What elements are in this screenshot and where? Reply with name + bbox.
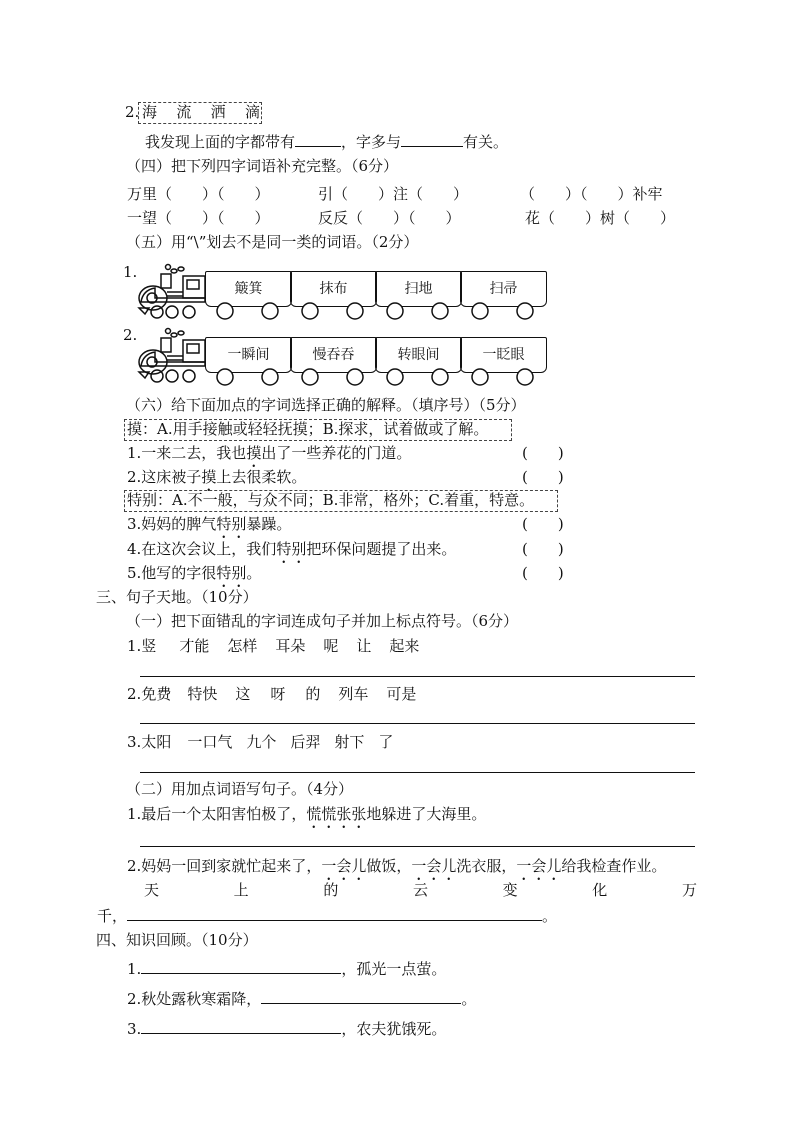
answer-line[interactable] [140,676,695,677]
question-4: 4.在这次会议上，我们特别把环保问题提了出来。 [127,540,457,558]
section-six-title: （六）给下面加点的字词选择正确的解释。（填序号）（5分） [126,396,526,414]
answer-paren[interactable]: ( ) [522,444,564,462]
idiom-fill[interactable]: 一望（ ）（ ） [127,209,270,227]
radical-char: 流 [176,103,192,121]
definition-text: 特别：A.不一般，与众不同；B.非常，格外；C.着重，特意。 [127,491,535,509]
subsection-title: （一）把下面错乱的字词连成句子并加上标点符号。（6分） [126,612,519,630]
answer-blank[interactable] [401,131,463,147]
idiom-fill[interactable]: （ ）（ ）补牢 [520,185,663,203]
question-2: 2.这床被子摸上去很柔软。 [127,468,307,486]
question-3: 3.妈妈的脾气特别暴躁。 [127,515,292,533]
train-car[interactable]: 扫地 [375,271,462,307]
question-5: 5.他写的字很特别。 [127,564,262,582]
answer-line[interactable] [140,723,695,724]
question-1: 1.一来二去，我也摸出了一些养花的门道。 [127,444,412,462]
sentence-prompt-spread: 天 上 的 云 变 化 万 [144,881,697,899]
radical-char: 海 [142,103,158,121]
radical-char: 滴 [244,103,260,121]
answer-paren[interactable]: ( ) [522,564,564,582]
train-car[interactable]: 一瞬间 [205,337,292,373]
radical-char-row [142,102,260,122]
idiom-fill[interactable]: 反反（ ）（ ） [318,209,461,227]
locomotive-icon [135,262,207,320]
idiom-fill[interactable]: 花（ ）树（ ） [525,209,676,227]
train-wheels-icon [205,366,550,388]
train-car[interactable]: 一眨眼 [460,337,547,373]
idiom-fill[interactable]: 引（ ）注（ ） [318,185,469,203]
section-five-title: （五）用“\”划去不是同一类的词语。（2分） [126,233,419,251]
answer-paren[interactable]: ( ) [522,540,564,558]
answer-line[interactable] [140,846,695,847]
radical-char: 洒 [210,103,226,121]
answer-paren[interactable]: ( ) [522,515,564,533]
answer-line[interactable] [140,772,695,773]
train-car[interactable]: 簸箕 [205,271,292,307]
idiom-fill[interactable]: 万里（ ）（ ） [127,185,270,203]
poem-line-2: 2.秋处露秋寒霜降， 。 [127,990,477,1008]
train-car[interactable]: 转眼间 [375,337,462,373]
answer-blank[interactable] [127,905,542,921]
train-car[interactable]: 抹布 [290,271,377,307]
answer-blank[interactable] [261,988,461,1004]
section-knowledge-title: 四、知识回顾。（10分） [96,931,258,949]
answer-blank[interactable] [295,131,341,147]
train-number: 2. [123,326,138,344]
scrambled-words-3: 3.太阳 一口气 九个 后羿 射下 了 [127,733,394,751]
train-car[interactable]: 扫帚 [460,271,547,307]
train-car[interactable]: 慢吞吞 [290,337,377,373]
train-wheels-icon [205,300,550,322]
sentence-continuation: 千， 。 [97,907,558,925]
subsection-title: （二）用加点词语写句子。（4分） [126,780,354,798]
answer-blank[interactable] [141,958,341,974]
answer-blank[interactable] [141,1018,341,1034]
section-four-title: （四）把下列四字词语补充完整。（6分） [126,157,399,175]
scrambled-words-1: 1.竖 才能 怎样 耳朵 呢 让 起来 [127,637,420,655]
locomotive-icon [135,326,207,384]
answer-paren[interactable]: ( ) [522,468,564,486]
train-number: 1. [123,263,138,281]
discover-sentence: 我发现上面的字都带有 ，字多与 有关。 [145,133,509,151]
example-sentence-1: 1.最后一个太阳害怕极了，慌慌张张地躲进了大海里。 [127,805,487,823]
scrambled-words-2: 2.免费 特快 这 呀 的 列车 可是 [127,685,417,703]
poem-line-1: 1. ，孤光一点萤。 [127,960,447,978]
poem-line-3: 3. ，农夫犹饿死。 [127,1020,447,1038]
example-sentence-2: 2.妈妈一回到家就忙起来了，一会儿做饭，一会儿洗衣服，一会儿给我检查作业。 [127,857,667,875]
definition-text: 摸：A.用手接触或轻轻抚摸；B.探求，试着做或了解。 [127,420,489,438]
item2-label: 2. [125,103,140,121]
section-three-title: 三、句子天地。（10分） [96,588,258,606]
